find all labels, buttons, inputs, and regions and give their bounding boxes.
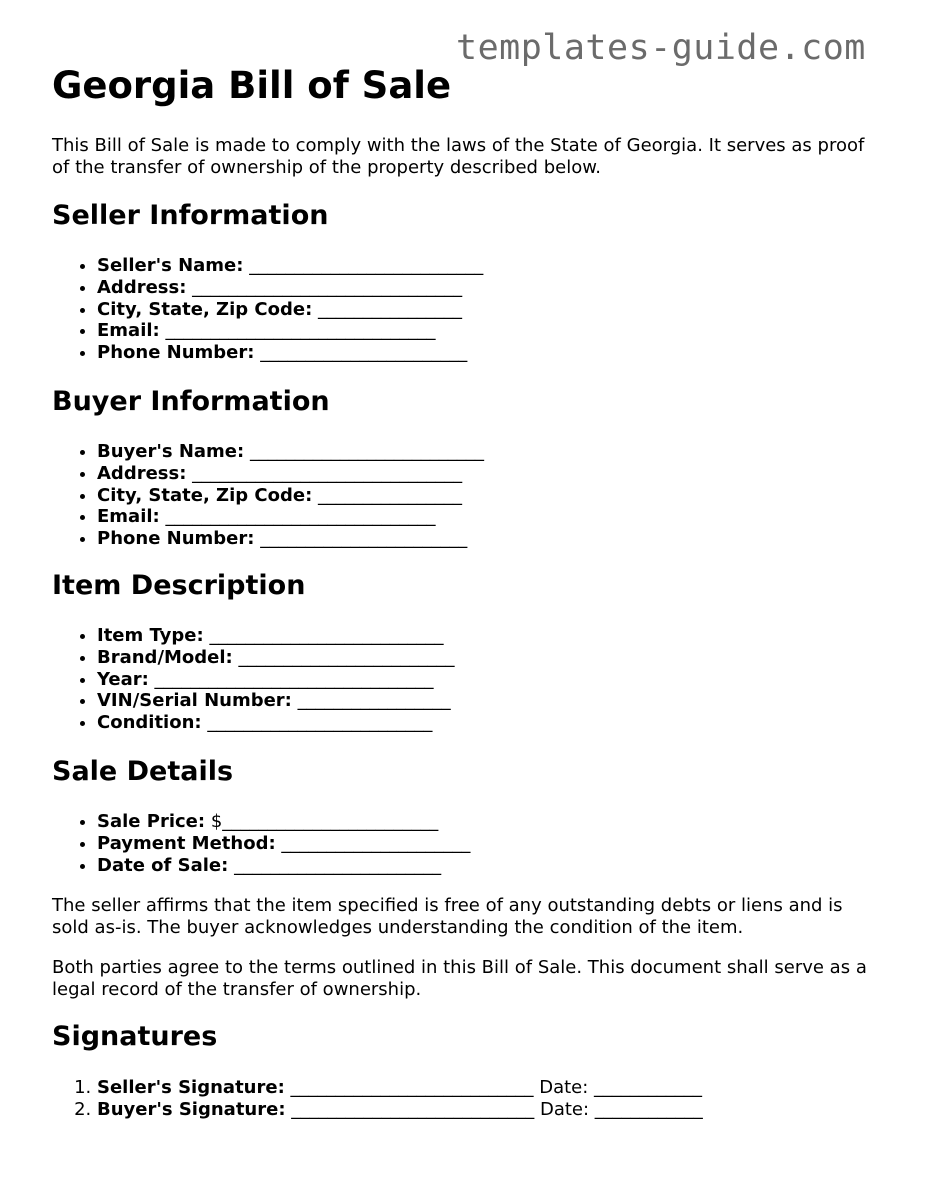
seller-city-state-zip-field: • City, State, Zip Code: ________________	[97, 299, 483, 321]
signatures-list	[52, 1077, 703, 1121]
intro-paragraph: This Bill of Sale is made to comply with the laws of the State of Georgia. It serves as proof of the transfer of ownership of the property described below.	[52, 135, 865, 178]
item-fields-list	[52, 625, 455, 734]
item-year-field: • Year: _______________________________	[97, 669, 455, 691]
buyer-address-field: • Address: ______________________________	[97, 463, 484, 485]
agreement-paragraph: Both parties agree to the terms outlined in this Bill of Sale. This document shall serve as a legal record of the transfer of ownership.	[52, 957, 867, 1000]
signatures-heading: Signatures	[52, 1021, 218, 1052]
item-condition-field: • Condition: _________________________	[97, 712, 455, 734]
buyer-fields-list	[52, 441, 484, 550]
seller-fields-list	[52, 255, 483, 364]
payment-method-field: • Payment Method: _____________________	[97, 833, 470, 855]
seller-phone-field: • Phone Number: _______________________	[97, 342, 483, 364]
document-title: Georgia Bill of Sale	[52, 64, 452, 107]
seller-email-field: • Email: ______________________________	[97, 320, 483, 342]
buyer-phone-field: • Phone Number: _______________________	[97, 528, 484, 550]
buyer-heading: Buyer Information	[52, 386, 330, 417]
seller-name-field: • Seller's Name: __________________________	[97, 255, 483, 277]
item-heading: Item Description	[52, 570, 306, 601]
affirmation-paragraph: The seller affirms that the item specified is free of any outstanding debts or liens and is sold as-is. The buyer acknowledges understanding the condition of the item.	[52, 895, 843, 938]
item-vin-field: • VIN/Serial Number: _________________	[97, 690, 455, 712]
seller-signature-field: 1. Seller's Signature: ___________________________ Date: ____________	[97, 1077, 703, 1099]
buyer-name-field: • Buyer's Name: __________________________	[97, 441, 484, 463]
sale-heading: Sale Details	[52, 756, 234, 787]
item-type-field: • Item Type: __________________________	[97, 625, 455, 647]
buyer-email-field: • Email: ______________________________	[97, 506, 484, 528]
date-of-sale-field: • Date of Sale: _______________________	[97, 855, 470, 877]
item-brand-model-field: • Brand/Model: ________________________	[97, 647, 455, 669]
sale-fields-list	[52, 811, 470, 876]
buyer-signature-field: 2. Buyer's Signature: ___________________________ Date: ____________	[97, 1099, 703, 1121]
seller-heading: Seller Information	[52, 200, 329, 231]
watermark-text: templates-guide.com	[456, 28, 866, 68]
seller-address-field: • Address: ______________________________	[97, 277, 483, 299]
buyer-city-state-zip-field: • City, State, Zip Code: ________________	[97, 485, 484, 507]
sale-price-field: • Sale Price: $________________________	[97, 811, 470, 833]
